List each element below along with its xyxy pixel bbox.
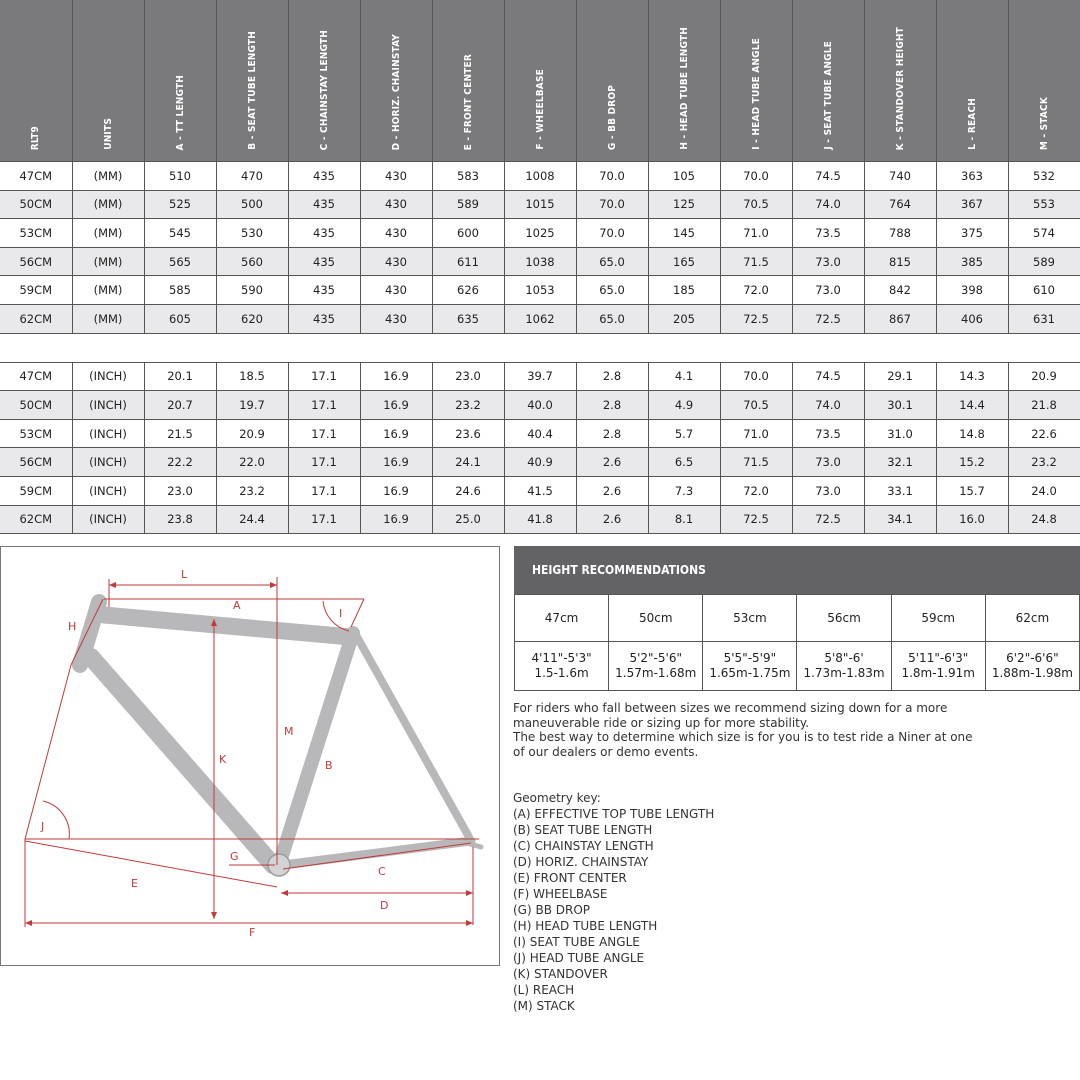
table-cell: (MM) bbox=[72, 304, 144, 333]
table-cell: 589 bbox=[1008, 247, 1080, 276]
table-cell: 842 bbox=[864, 276, 936, 305]
table-cell: 73.5 bbox=[792, 419, 864, 448]
table-cell: 2.6 bbox=[576, 448, 648, 477]
height-range-cell bbox=[985, 642, 1079, 691]
label-g: G bbox=[230, 850, 239, 863]
label-l: L bbox=[181, 568, 188, 581]
table-cell: 23.0 bbox=[432, 362, 504, 391]
table-cell: 589 bbox=[432, 190, 504, 219]
col-header: C - CHAINSTAY LENGTH bbox=[288, 0, 360, 162]
table-cell: (INCH) bbox=[72, 391, 144, 420]
table-cell: 16.9 bbox=[360, 419, 432, 448]
table-cell: 16.9 bbox=[360, 362, 432, 391]
table-cell: 56CM bbox=[0, 247, 72, 276]
table-cell: 73.0 bbox=[792, 448, 864, 477]
table-cell: 2.6 bbox=[576, 476, 648, 505]
key-item: (K) STANDOVER bbox=[513, 967, 608, 981]
table-cell: 74.5 bbox=[792, 362, 864, 391]
table-cell: 565 bbox=[144, 247, 216, 276]
label-f: F bbox=[249, 926, 256, 939]
height-metric: 1.88m-1.98m bbox=[991, 666, 1073, 680]
table-cell: (INCH) bbox=[72, 362, 144, 391]
geometry-body bbox=[0, 162, 1080, 534]
table-cell: 65.0 bbox=[576, 247, 648, 276]
table-cell: 363 bbox=[936, 162, 1008, 191]
table-cell: 2.6 bbox=[576, 505, 648, 534]
label-e: E bbox=[131, 877, 138, 890]
height-recommendations-title: HEIGHT RECOMMENDATIONS bbox=[514, 546, 1080, 594]
table-cell: 72.5 bbox=[792, 304, 864, 333]
table-cell: 1008 bbox=[504, 162, 576, 191]
table-cell: 72.0 bbox=[720, 476, 792, 505]
col-header: M - STACK bbox=[1008, 0, 1080, 162]
table-cell: 21.5 bbox=[144, 419, 216, 448]
table-cell: 626 bbox=[432, 276, 504, 305]
label-a: A bbox=[233, 599, 241, 612]
table-cell: 53CM bbox=[0, 219, 72, 248]
table-cell: 14.8 bbox=[936, 419, 1008, 448]
table-cell: 367 bbox=[936, 190, 1008, 219]
table-cell: 24.0 bbox=[1008, 476, 1080, 505]
table-cell: 47CM bbox=[0, 362, 72, 391]
table-row bbox=[0, 391, 1080, 420]
table-cell: 47CM bbox=[0, 162, 72, 191]
table-cell: 33.1 bbox=[864, 476, 936, 505]
table-cell: 2.8 bbox=[576, 419, 648, 448]
table-cell: 435 bbox=[288, 190, 360, 219]
table-cell: 23.2 bbox=[432, 391, 504, 420]
table-cell: 7.3 bbox=[648, 476, 720, 505]
table-cell: 205 bbox=[648, 304, 720, 333]
size-cell: 47cm bbox=[515, 595, 609, 642]
height-imperial: 6'2"-6'6" bbox=[1006, 651, 1059, 665]
table-cell: 71.0 bbox=[720, 219, 792, 248]
label-m: M bbox=[284, 725, 294, 738]
key-item: (F) WHEELBASE bbox=[513, 887, 608, 901]
table-row bbox=[0, 505, 1080, 534]
table-cell: 65.0 bbox=[576, 276, 648, 305]
table-cell: 74.0 bbox=[792, 190, 864, 219]
table-row bbox=[0, 362, 1080, 391]
table-cell: 70.5 bbox=[720, 391, 792, 420]
table-cell: 600 bbox=[432, 219, 504, 248]
table-row bbox=[0, 419, 1080, 448]
table-cell: 620 bbox=[216, 304, 288, 333]
table-cell: 553 bbox=[1008, 190, 1080, 219]
table-cell: 74.0 bbox=[792, 391, 864, 420]
key-item: (L) REACH bbox=[513, 983, 575, 997]
table-cell: 21.8 bbox=[1008, 391, 1080, 420]
table-cell: (INCH) bbox=[72, 505, 144, 534]
table-cell: 16.9 bbox=[360, 505, 432, 534]
table-cell: 430 bbox=[360, 162, 432, 191]
key-item: (H) HEAD TUBE LENGTH bbox=[513, 919, 658, 933]
table-cell: 398 bbox=[936, 276, 1008, 305]
table-cell: 4.1 bbox=[648, 362, 720, 391]
col-header: I - HEAD TUBE ANGLE bbox=[720, 0, 792, 162]
height-range-cell bbox=[609, 642, 703, 691]
geometry-header-row bbox=[0, 0, 1080, 162]
table-cell: 510 bbox=[144, 162, 216, 191]
table-cell: 18.5 bbox=[216, 362, 288, 391]
table-cell: 71.5 bbox=[720, 247, 792, 276]
height-size-row bbox=[515, 595, 1080, 642]
table-cell: 17.1 bbox=[288, 391, 360, 420]
size-cell: 56cm bbox=[797, 595, 891, 642]
key-item: (D) HORIZ. CHAINSTAY bbox=[513, 855, 649, 869]
table-cell: 24.4 bbox=[216, 505, 288, 534]
table-cell: 70.0 bbox=[720, 162, 792, 191]
table-spacer-row bbox=[0, 333, 1080, 362]
table-cell: 2.8 bbox=[576, 362, 648, 391]
table-cell: 70.0 bbox=[576, 190, 648, 219]
table-cell: 39.7 bbox=[504, 362, 576, 391]
table-cell: 70.0 bbox=[720, 362, 792, 391]
height-range-cell bbox=[515, 642, 609, 691]
size-cell: 53cm bbox=[703, 595, 797, 642]
note-line: The best way to determine which size is for you is to test ride a Niner at one bbox=[513, 730, 973, 744]
col-header: B - SEAT TUBE LENGTH bbox=[216, 0, 288, 162]
geometry-key-title: Geometry key: bbox=[513, 791, 601, 805]
table-cell: 17.1 bbox=[288, 419, 360, 448]
table-cell: 20.1 bbox=[144, 362, 216, 391]
table-cell: 17.1 bbox=[288, 362, 360, 391]
label-b: B bbox=[325, 759, 333, 772]
table-row bbox=[0, 276, 1080, 305]
table-cell: 23.0 bbox=[144, 476, 216, 505]
col-header: RLT9 bbox=[0, 0, 72, 162]
table-cell: 125 bbox=[648, 190, 720, 219]
table-cell: 500 bbox=[216, 190, 288, 219]
col-header: D - HORIZ. CHAINSTAY bbox=[360, 0, 432, 162]
table-cell: 1015 bbox=[504, 190, 576, 219]
table-cell: 145 bbox=[648, 219, 720, 248]
table-cell: 50CM bbox=[0, 190, 72, 219]
height-metric: 1.65m-1.75m bbox=[709, 666, 791, 680]
table-cell: (MM) bbox=[72, 219, 144, 248]
table-cell: 59CM bbox=[0, 276, 72, 305]
table-cell: 40.9 bbox=[504, 448, 576, 477]
key-item: (E) FRONT CENTER bbox=[513, 871, 627, 885]
table-cell: 29.1 bbox=[864, 362, 936, 391]
table-cell: 20.9 bbox=[1008, 362, 1080, 391]
table-row bbox=[0, 190, 1080, 219]
height-metric: 1.73m-1.83m bbox=[803, 666, 885, 680]
table-cell: 1038 bbox=[504, 247, 576, 276]
table-cell: 590 bbox=[216, 276, 288, 305]
table-cell: 23.2 bbox=[1008, 448, 1080, 477]
table-cell: 867 bbox=[864, 304, 936, 333]
table-cell: 764 bbox=[864, 190, 936, 219]
table-cell: 14.4 bbox=[936, 391, 1008, 420]
table-cell: 788 bbox=[864, 219, 936, 248]
table-spacer bbox=[0, 333, 1080, 362]
table-cell: (MM) bbox=[72, 247, 144, 276]
table-cell: 24.1 bbox=[432, 448, 504, 477]
table-cell: 2.8 bbox=[576, 391, 648, 420]
height-imperial: 4'11"-5'3" bbox=[531, 651, 592, 665]
table-cell: 585 bbox=[144, 276, 216, 305]
geometry-table bbox=[0, 0, 1080, 534]
table-cell: 740 bbox=[864, 162, 936, 191]
sizing-notes bbox=[513, 701, 983, 759]
height-imperial: 5'5"-5'9" bbox=[723, 651, 777, 665]
table-cell: 24.6 bbox=[432, 476, 504, 505]
table-cell: 635 bbox=[432, 304, 504, 333]
label-c: C bbox=[378, 865, 386, 878]
table-cell: 5.7 bbox=[648, 419, 720, 448]
table-cell: 430 bbox=[360, 304, 432, 333]
label-i: I bbox=[339, 607, 343, 620]
table-row bbox=[0, 448, 1080, 477]
table-cell: 41.8 bbox=[504, 505, 576, 534]
table-cell: 406 bbox=[936, 304, 1008, 333]
height-range-row bbox=[515, 642, 1080, 691]
table-cell: 22.2 bbox=[144, 448, 216, 477]
table-cell: 19.7 bbox=[216, 391, 288, 420]
col-header: H - HEAD TUBE LENGTH bbox=[648, 0, 720, 162]
key-item: (C) CHAINSTAY LENGTH bbox=[513, 839, 654, 853]
note-line: For riders who fall between sizes we recommend sizing down for a more bbox=[513, 701, 948, 715]
table-cell: 74.5 bbox=[792, 162, 864, 191]
note-line: maneuverable ride or sizing up for more stability. bbox=[513, 715, 810, 730]
table-cell: 17.1 bbox=[288, 448, 360, 477]
table-cell: 23.2 bbox=[216, 476, 288, 505]
table-cell: 6.5 bbox=[648, 448, 720, 477]
table-cell: 65.0 bbox=[576, 304, 648, 333]
table-cell: (INCH) bbox=[72, 476, 144, 505]
table-cell: 8.1 bbox=[648, 505, 720, 534]
table-cell: 32.1 bbox=[864, 448, 936, 477]
table-cell: 14.3 bbox=[936, 362, 1008, 391]
table-cell: 24.8 bbox=[1008, 505, 1080, 534]
table-cell: 34.1 bbox=[864, 505, 936, 534]
table-cell: 532 bbox=[1008, 162, 1080, 191]
label-d: D bbox=[380, 899, 389, 912]
table-cell: 185 bbox=[648, 276, 720, 305]
col-header: L - REACH bbox=[936, 0, 1008, 162]
table-cell: 31.0 bbox=[864, 419, 936, 448]
col-header: K - STANDOVER HEIGHT bbox=[864, 0, 936, 162]
table-cell: 25.0 bbox=[432, 505, 504, 534]
key-item: (M) STACK bbox=[513, 999, 575, 1013]
table-cell: 470 bbox=[216, 162, 288, 191]
height-metric: 1.57m-1.68m bbox=[615, 666, 697, 680]
table-cell: 560 bbox=[216, 247, 288, 276]
table-row bbox=[0, 247, 1080, 276]
table-row bbox=[0, 304, 1080, 333]
table-cell: 73.5 bbox=[792, 219, 864, 248]
table-cell: 15.2 bbox=[936, 448, 1008, 477]
table-cell: 23.6 bbox=[432, 419, 504, 448]
table-cell: 815 bbox=[864, 247, 936, 276]
col-header: A - TT LENGTH bbox=[144, 0, 216, 162]
col-header: UNITS bbox=[72, 0, 144, 162]
table-cell: 1053 bbox=[504, 276, 576, 305]
table-cell: 71.5 bbox=[720, 448, 792, 477]
table-cell: 430 bbox=[360, 276, 432, 305]
table-cell: 53CM bbox=[0, 419, 72, 448]
table-cell: 530 bbox=[216, 219, 288, 248]
key-item: (B) SEAT TUBE LENGTH bbox=[513, 823, 653, 837]
table-cell: 16.9 bbox=[360, 448, 432, 477]
table-cell: 22.0 bbox=[216, 448, 288, 477]
table-cell: 1025 bbox=[504, 219, 576, 248]
height-range-cell bbox=[703, 642, 797, 691]
table-cell: 70.5 bbox=[720, 190, 792, 219]
height-range-cell bbox=[797, 642, 891, 691]
table-cell: 70.0 bbox=[576, 162, 648, 191]
table-cell: 16.9 bbox=[360, 391, 432, 420]
table-cell: 545 bbox=[144, 219, 216, 248]
table-cell: 72.5 bbox=[720, 505, 792, 534]
table-cell: 385 bbox=[936, 247, 1008, 276]
key-item: (J) HEAD TUBE ANGLE bbox=[513, 951, 645, 965]
table-cell: 435 bbox=[288, 276, 360, 305]
table-cell: 50CM bbox=[0, 391, 72, 420]
table-cell: 73.0 bbox=[792, 247, 864, 276]
table-cell: 430 bbox=[360, 190, 432, 219]
table-cell: 72.5 bbox=[720, 304, 792, 333]
table-cell: 73.0 bbox=[792, 276, 864, 305]
table-cell: 430 bbox=[360, 219, 432, 248]
table-cell: 105 bbox=[648, 162, 720, 191]
table-cell: (MM) bbox=[72, 190, 144, 219]
col-header: G - BB DROP bbox=[576, 0, 648, 162]
table-cell: 435 bbox=[288, 219, 360, 248]
table-cell: 610 bbox=[1008, 276, 1080, 305]
table-cell: 16.9 bbox=[360, 476, 432, 505]
table-cell: 375 bbox=[936, 219, 1008, 248]
key-item: (G) BB DROP bbox=[513, 903, 591, 917]
label-k: K bbox=[219, 753, 227, 766]
table-cell: 41.5 bbox=[504, 476, 576, 505]
table-cell: 62CM bbox=[0, 304, 72, 333]
table-cell: (MM) bbox=[72, 276, 144, 305]
table-cell: 59CM bbox=[0, 476, 72, 505]
table-cell: 631 bbox=[1008, 304, 1080, 333]
table-cell: 73.0 bbox=[792, 476, 864, 505]
table-cell: (INCH) bbox=[72, 448, 144, 477]
table-cell: (MM) bbox=[72, 162, 144, 191]
height-imperial: 5'11"-6'3" bbox=[908, 651, 969, 665]
col-header: F - WHEELBASE bbox=[504, 0, 576, 162]
table-cell: 4.9 bbox=[648, 391, 720, 420]
table-cell: 72.0 bbox=[720, 276, 792, 305]
note-line: of our dealers or demo events. bbox=[513, 744, 699, 759]
height-imperial: 5'2"-5'6" bbox=[629, 651, 682, 665]
table-cell: 20.7 bbox=[144, 391, 216, 420]
size-cell: 62cm bbox=[985, 595, 1079, 642]
table-cell: (INCH) bbox=[72, 419, 144, 448]
size-cell: 50cm bbox=[609, 595, 703, 642]
table-cell: 20.9 bbox=[216, 419, 288, 448]
frame-geometry-diagram bbox=[0, 546, 500, 966]
bike-frame-drawing bbox=[80, 602, 481, 865]
table-row bbox=[0, 476, 1080, 505]
table-cell: 435 bbox=[288, 304, 360, 333]
table-cell: 17.1 bbox=[288, 505, 360, 534]
label-h: H bbox=[68, 620, 77, 633]
table-cell: 435 bbox=[288, 162, 360, 191]
table-cell: 56CM bbox=[0, 448, 72, 477]
table-cell: 71.0 bbox=[720, 419, 792, 448]
table-cell: 583 bbox=[432, 162, 504, 191]
key-item: (A) EFFECTIVE TOP TUBE LENGTH bbox=[513, 807, 715, 821]
table-cell: 30.1 bbox=[864, 391, 936, 420]
col-header: E - FRONT CENTER bbox=[432, 0, 504, 162]
table-cell: 435 bbox=[288, 247, 360, 276]
height-recommendations bbox=[514, 546, 1080, 691]
table-cell: 1062 bbox=[504, 304, 576, 333]
table-cell: 22.6 bbox=[1008, 419, 1080, 448]
height-metric: 1.8m-1.91m bbox=[901, 666, 975, 680]
table-row bbox=[0, 219, 1080, 248]
height-range-cell bbox=[891, 642, 985, 691]
table-cell: 40.4 bbox=[504, 419, 576, 448]
table-cell: 574 bbox=[1008, 219, 1080, 248]
size-cell: 59cm bbox=[891, 595, 985, 642]
height-metric: 1.5-1.6m bbox=[534, 666, 589, 680]
table-cell: 15.7 bbox=[936, 476, 1008, 505]
label-j: J bbox=[41, 820, 45, 833]
height-table bbox=[514, 594, 1080, 691]
table-cell: 62CM bbox=[0, 505, 72, 534]
col-header: J - SEAT TUBE ANGLE bbox=[792, 0, 864, 162]
geometry-key bbox=[513, 790, 813, 1014]
table-cell: 23.8 bbox=[144, 505, 216, 534]
table-cell: 40.0 bbox=[504, 391, 576, 420]
table-cell: 430 bbox=[360, 247, 432, 276]
table-row bbox=[0, 162, 1080, 191]
table-cell: 70.0 bbox=[576, 219, 648, 248]
frame-diagram-svg bbox=[1, 547, 499, 965]
height-imperial: 5'8"-6' bbox=[824, 651, 864, 665]
key-item: (I) SEAT TUBE ANGLE bbox=[513, 935, 640, 949]
table-cell: 165 bbox=[648, 247, 720, 276]
table-cell: 16.0 bbox=[936, 505, 1008, 534]
table-cell: 611 bbox=[432, 247, 504, 276]
table-cell: 72.5 bbox=[792, 505, 864, 534]
table-cell: 605 bbox=[144, 304, 216, 333]
table-cell: 17.1 bbox=[288, 476, 360, 505]
table-cell: 525 bbox=[144, 190, 216, 219]
